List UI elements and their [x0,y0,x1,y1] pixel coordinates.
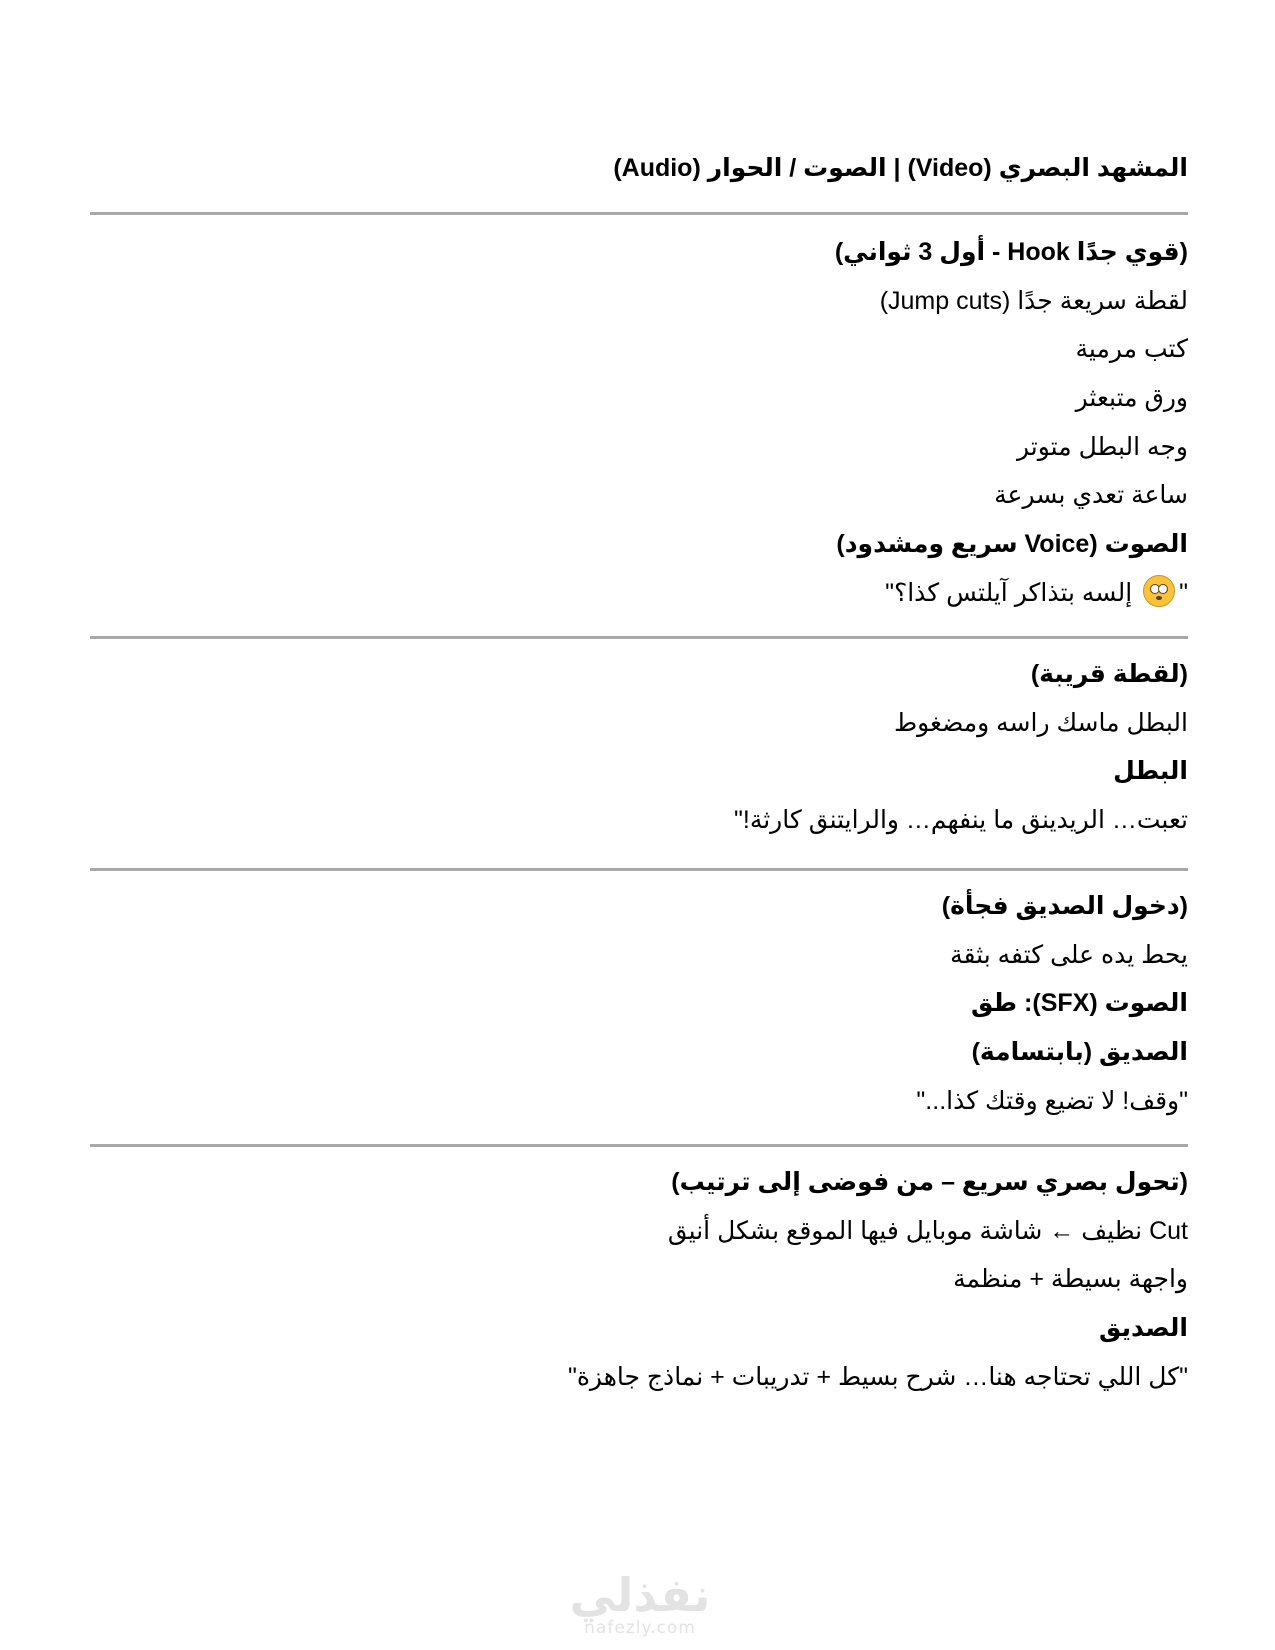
scene-friend-enters [90,882,1188,1125]
scene-line: لقطة سريعة جدًا (Jump cuts) [879,286,1188,315]
scene-line: كتب مرمية [1075,335,1188,364]
scene-line: ورق متبعثر [1075,384,1188,413]
watermark-latin: nafezly.com [584,1618,696,1638]
scene-line: وجه البطل متوتر [1017,432,1188,461]
scene-line: (قوي جدًا Hook - أول 3 ثواني) [834,238,1188,266]
scene-line: "كل اللي تحتاجه هنا… شرح بسيط + تدريبات + نماذج جاهزة" [567,1362,1188,1391]
scene-line: (دخول الصديق فجأة) [941,892,1188,920]
scene-line: (لقطة قريبة) [1030,660,1188,688]
scene-transition [90,1158,1188,1401]
flushed-face-icon [1143,575,1175,607]
table-header: المشهد البصري (Video) | الصوت / الحوار (Audio) [613,154,1188,182]
watermark-logo [555,1568,725,1638]
scene-line: الصديق (بابتسامة) [971,1038,1188,1067]
watermark-arabic: نفذلي [569,1568,711,1622]
section-divider [90,1144,1188,1147]
scene-line: الصديق [1099,1314,1188,1343]
scene-line: تعبت… الريدينق ما ينفهم… والرايتنق كارثة!" [734,806,1188,835]
section-divider [90,212,1188,215]
scene-line: يحط يده على كتفه بثقة [950,940,1188,969]
quote-open: " [1179,578,1188,607]
section-divider [90,868,1188,871]
scene-closeup [90,650,1188,845]
section-divider [90,636,1188,639]
scene-line: الصوت (Voice سريع ومشدود) [836,530,1188,559]
scene-line: ساعة تعدي بسرعة [994,481,1188,510]
scene-line: (تحول بصري سريع – من فوضى إلى ترتيب) [671,1168,1188,1196]
scene-line: البطل [1113,757,1188,786]
scene-line: "وقف! لا تضيع وقتك كذا..." [916,1086,1188,1115]
scene-line: Cut نظيف ← شاشة موبايل فيها الموقع بشكل أنيق [667,1216,1188,1245]
dialogue-line-with-emoji [90,569,1188,618]
scene-hook [90,228,1188,618]
dialogue-text: إلسه بتذاكر آيلتس كذا؟" [885,578,1140,607]
scene-line: البطل ماسك راسه ومضغوط [893,708,1188,737]
scene-line: واجهة بسيطة + منظمة [953,1265,1188,1294]
scene-line: الصوت (SFX): طق [971,989,1188,1018]
